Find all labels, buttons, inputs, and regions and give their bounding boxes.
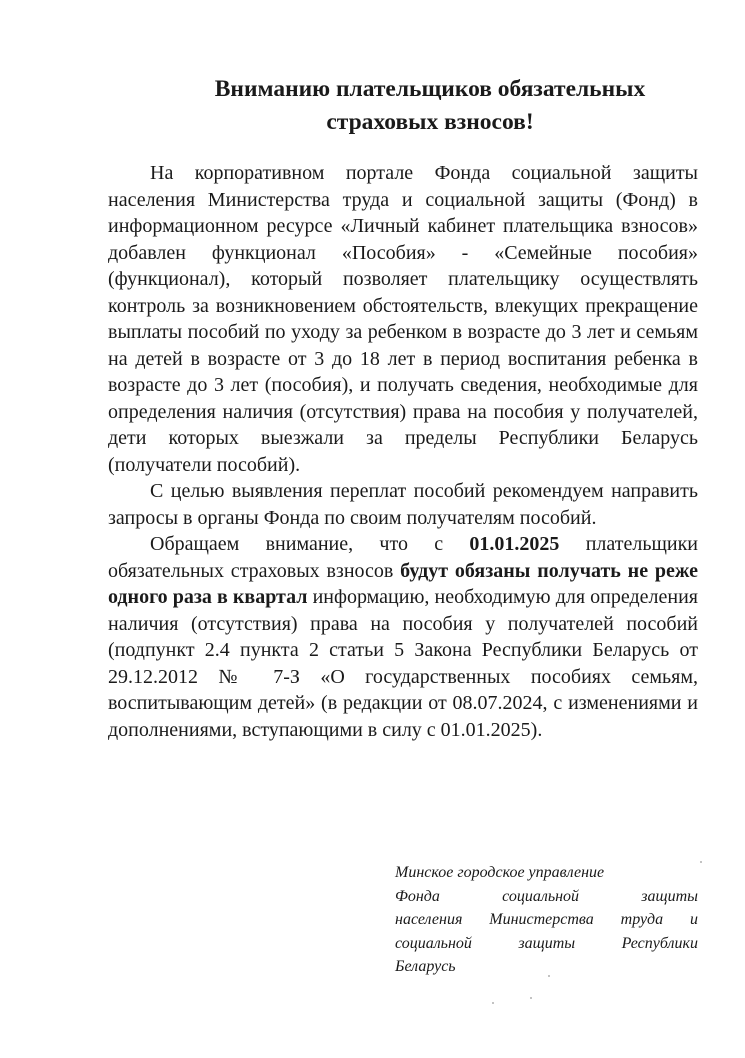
signature-line: Беларусь [395,958,456,975]
title-line-1: Вниманию плательщиков обязательных [214,76,646,102]
scan-speck [492,1002,494,1004]
paragraph-3 [108,531,698,743]
paragraph-1: На корпоративном портале Фонда социальной защиты населения Министерства труда и социальной защиты (Фонд) в информационном ресурсе «Личный кабинет плательщика взносов» добавлен функционал «Пособия» - «Семейные пособия» (функционал), который позволяет плательщику осуществлять контроль за возникновением обстоятельств, влекущих прекращение выплаты пособий по уходу за ребенком в возрасте до 3 лет и семьям на детей в возрасте от 3 до 18 лет в период воспитания ребенка в возрасте до 3 лет (пособия), и получать сведения, необходимые для определения наличия (отсутствия) права на пособия у получателей, дети которых выезжали за пределы Республики Беларусь (получатели пособий). [108,162,698,476]
scan-speck [548,975,550,977]
paragraph-2: С целью выявления переплат пособий рекомендуем направить запросы в органы Фонда по своим получателям пособий. [108,480,698,529]
signature-block [395,861,698,979]
signature-line: Фонда социальной защиты [395,887,698,905]
paragraph-3-text-b: плательщики обязательных страховых взносов [108,533,698,582]
paragraph-3-text-a: Обращаем внимание, что с [150,533,470,555]
document-body [108,160,698,743]
signature-line: населения Министерства труда и [395,911,698,928]
document-title [100,73,745,139]
scan-speck [530,997,532,999]
obligation-emphasis: будут обязаны получать не реже одного раза в квартал [108,559,699,608]
paragraph-3-text-c: информацию, необходимую для определения наличия (отсутствия) права на пособия у получателей пособий (подпункт 2.4 пункта 2 статьи 5 Закона Республики Беларусь от 29.12.2012 № 7-З «О государственных пособиях семьям, воспитывающим детей» (в редакции от 08.07.2024, с изменениями и дополнениями, вступающими в силу с 01.01.2025). [108,586,698,741]
signature-line: Минское городское управление [395,864,605,881]
scan-speck [700,861,702,863]
effective-date: 01.01.2025 [469,533,560,555]
title-line-2: страховых взносов! [326,109,534,135]
signature-line: социальной защиты Республики [395,934,698,952]
